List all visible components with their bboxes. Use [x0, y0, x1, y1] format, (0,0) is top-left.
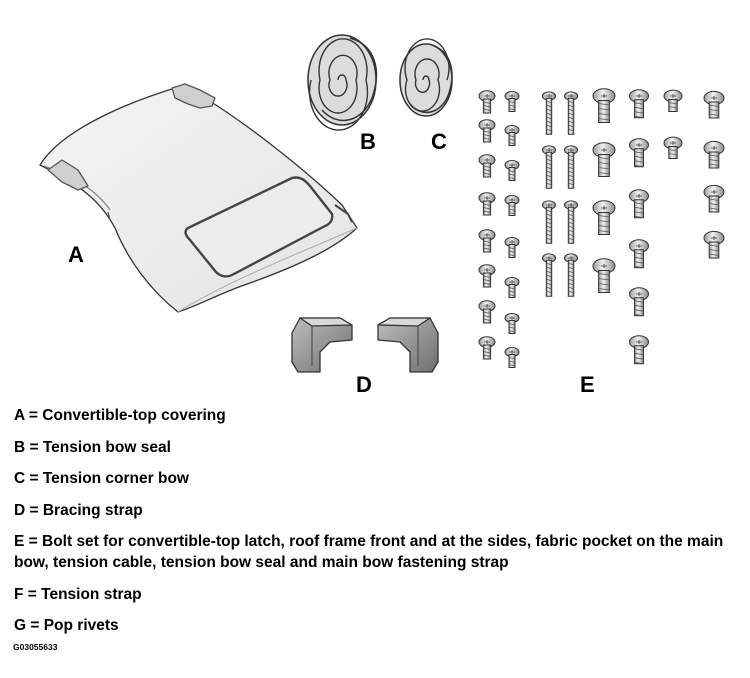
figure-id: G03055633 [13, 642, 58, 652]
tension-bow-seal [308, 35, 376, 130]
legend-item-d: D = Bracing strap [14, 501, 143, 519]
bolt [505, 278, 519, 298]
bolt [704, 141, 724, 168]
bracing-strap [292, 318, 438, 372]
bolt [704, 91, 724, 118]
bolt [505, 348, 519, 368]
legend-item-f: F = Tension strap [14, 585, 142, 603]
bolt [505, 314, 519, 334]
legend-item-b: B = Tension bow seal [14, 438, 171, 456]
callout-c: C [431, 129, 447, 154]
legend-item-c: C = Tension corner bow [14, 470, 189, 487]
bolt [505, 126, 519, 146]
tension-corner-bow [400, 39, 452, 116]
bolt [630, 139, 649, 167]
bolt [505, 92, 519, 112]
legend-item-a: A = Convertible-top covering [14, 407, 226, 424]
bolt [630, 288, 649, 316]
bolt [664, 90, 682, 111]
bolt [479, 155, 495, 177]
bolt [479, 301, 495, 323]
bolt [630, 190, 649, 218]
convertible-top-covering [40, 84, 357, 312]
bolt [479, 120, 495, 142]
bolt [543, 92, 556, 134]
bolt [479, 230, 495, 252]
bolt [479, 91, 495, 113]
bolt [565, 146, 578, 188]
bolt [565, 201, 578, 243]
bolt [704, 231, 724, 258]
bolt [543, 201, 556, 243]
legend-item-g: G = Pop rivets [14, 617, 119, 634]
bolt [479, 193, 495, 215]
callout-b: B [360, 129, 376, 154]
bolt [630, 90, 649, 118]
bolt-set [479, 89, 724, 368]
bolt [565, 92, 578, 134]
bolt [479, 337, 495, 359]
bolt [630, 336, 649, 364]
callout-d: D [356, 372, 372, 397]
bolt [505, 161, 519, 181]
bolt [593, 143, 615, 177]
bolt [565, 254, 578, 296]
bolt [543, 254, 556, 296]
legend [14, 405, 744, 647]
bolt [543, 146, 556, 188]
callout-a: A [68, 242, 84, 267]
bolt [479, 265, 495, 287]
bolt [630, 240, 649, 268]
bolt [505, 238, 519, 258]
bolt [593, 259, 615, 293]
bolt [664, 137, 682, 158]
legend-item-e: E = Bolt set for convertible-top latch, roof frame front and at the sides, fabric pocket on the main bow, tension cable, tension bow seal and main bow fastening strap [14, 533, 724, 571]
callout-e: E [580, 372, 595, 397]
bolt [593, 89, 615, 123]
bolt [505, 196, 519, 216]
bolt [704, 185, 724, 212]
bolt [593, 201, 615, 235]
